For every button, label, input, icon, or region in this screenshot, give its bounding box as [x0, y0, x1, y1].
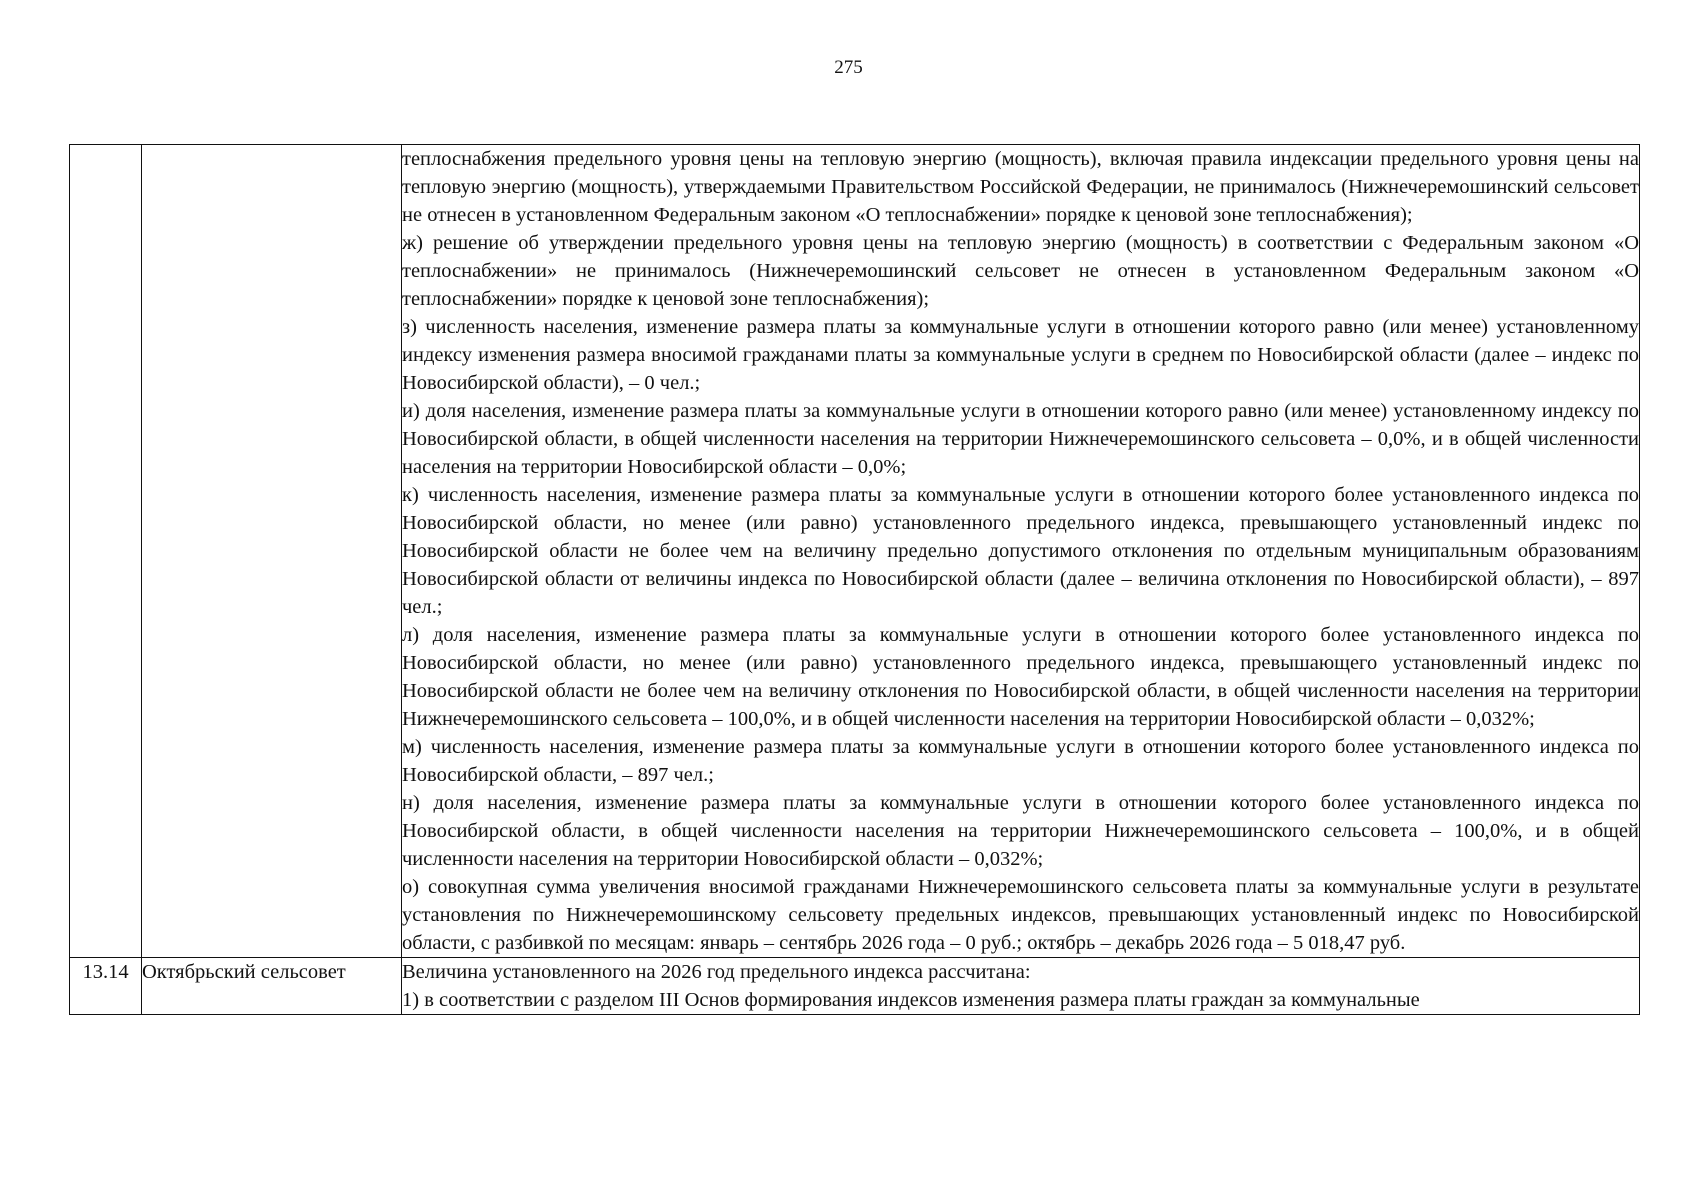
- row-number-cell: [70, 145, 142, 958]
- row-number-cell: 13.14: [70, 958, 142, 1015]
- page-number: 275: [834, 57, 863, 78]
- row-name-cell: [142, 145, 402, 958]
- paragraph: з) численность населения, изменение размера платы за коммунальные услуги в отношении которого равно (или менее) установленному индексу изменения размера вносимой гражданами платы за коммунальные услуги в среднем по Новосибирской области (далее – индекс по Новосибирской области), – 0 чел.;: [402, 316, 1639, 394]
- row-text-cell: [402, 145, 1640, 958]
- paragraph: о) совокупная сумма увеличения вносимой гражданами Нижнечеремошинского сельсовета платы за коммунальные услуги в результате установления по Нижнечеремошинскому сельсовету предельных индексов, превышающих установленный индекс по Новосибирской области, с разбивкой по месяцам: январь – сентябрь 2026 года – 0 руб.; октябрь – декабрь 2026 года – 5 018,47 руб.: [402, 876, 1639, 954]
- table-row: [70, 958, 1640, 1015]
- paragraph: и) доля населения, изменение размера платы за коммунальные услуги в отношении которого равно (или менее) установленному индексу по Новосибирской области, в общей численности населения на территории Нижнечеремошинского сельсовета – 0,0%, и в общей численности населения на территории Новосибирской области – 0,0%;: [402, 400, 1639, 478]
- row-text-cell: [402, 958, 1640, 1015]
- paragraph: ж) решение об утверждении предельного уровня цены на тепловую энергию (мощность) в соответствии с Федеральным законом «О теплоснабжении» не принималось (Нижнечеремошинский сельсовет не отнесен в установленном Федеральным законом «О теплоснабжении» порядке к ценовой зоне теплоснабжения);: [402, 232, 1639, 310]
- paragraph: Величина установленного на 2026 год предельного индекса рассчитана:: [402, 961, 1031, 983]
- row-name-cell: Октябрьский сельсовет: [142, 958, 402, 1015]
- table-row: [70, 145, 1640, 958]
- paragraph: м) численность населения, изменение размера платы за коммунальные услуги в отношении которого более установленного индекса по Новосибирской области, – 897 чел.;: [402, 736, 1639, 786]
- paragraph: теплоснабжения предельного уровня цены на тепловую энергию (мощность), включая правила индексации предельного уровня цены на тепловую энергию (мощность), утверждаемыми Правительством Российской Федерации, не принималось (Нижнечеремошинский сельсовет не отнесен в установленном Федеральным законом «О теплоснабжении» порядке к ценовой зоне теплоснабжения);: [402, 148, 1639, 226]
- paragraph: к) численность населения, изменение размера платы за коммунальные услуги в отношении которого более установленного индекса по Новосибирской области, но менее (или равно) установленного предельного индекса, превышающего установленный индекс по Новосибирской области не более чем на величину предельно допустимого отклонения по отдельным муниципальным образованиям Новосибирской области от величины индекса по Новосибирской области (далее – величина отклонения по Новосибирской области), – 897 чел.;: [402, 484, 1639, 618]
- paragraph: 1) в соответствии с разделом III Основ формирования индексов изменения размера платы граждан за коммунальные: [402, 989, 1420, 1011]
- paragraph: л) доля населения, изменение размера платы за коммунальные услуги в отношении которого более установленного индекса по Новосибирской области, но менее (или равно) установленного предельного индекса, превышающего установленный индекс по Новосибирской области не более чем на величину отклонения по Новосибирской области, в общей численности населения на территории Нижнечеремошинского сельсовета – 100,0%, и в общей численности населения на территории Новосибирской области – 0,032%;: [402, 624, 1639, 730]
- paragraph: н) доля населения, изменение размера платы за коммунальные услуги в отношении которого более установленного индекса по Новосибирской области, в общей численности населения на территории Нижнечеремошинского сельсовета – 100,0%, и в общей численности населения на территории Новосибирской области – 0,032%;: [402, 792, 1639, 870]
- document-table: [69, 144, 1640, 1015]
